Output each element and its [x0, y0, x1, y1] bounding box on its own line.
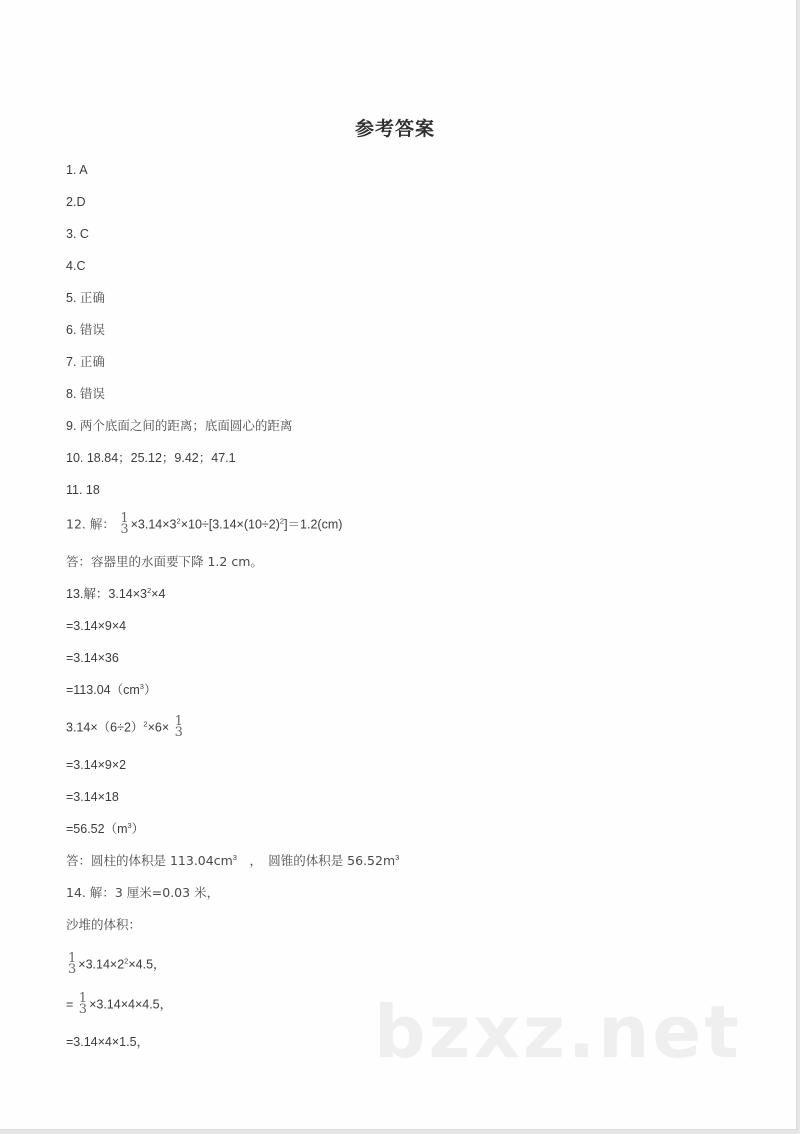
q13-line-2: =3.14×9×4: [66, 619, 127, 633]
answer-text: 18: [85, 483, 100, 497]
exponent: 3: [139, 682, 144, 691]
answer-1: [66, 162, 88, 178]
frac-num: 1: [120, 511, 129, 526]
answer-text: A: [79, 163, 88, 177]
q14-line-3: [66, 951, 166, 977]
exponent: 2: [124, 956, 129, 966]
answer-number: 7.: [66, 355, 80, 369]
q14-prefix: 14. 解：: [66, 885, 115, 900]
q13-line-4: [66, 682, 156, 698]
answer-text: 正确: [79, 354, 105, 369]
answer-4: [66, 258, 85, 274]
answer-number: 3.: [66, 227, 80, 241]
fraction-one-third: [120, 513, 128, 535]
q13-line-8: [66, 821, 144, 837]
q13-line-6: =3.14×9×2: [66, 758, 127, 772]
answer-number: 1.: [66, 163, 80, 177]
exponent: 3: [232, 853, 237, 862]
frac-num: 1: [78, 991, 88, 1006]
q13-line-3: =3.14×36: [66, 651, 119, 665]
frac-num: 1: [174, 714, 183, 729]
answer-text: 正确: [79, 290, 105, 305]
q14-line-4: [66, 991, 173, 1017]
answer-8: [66, 386, 105, 402]
exponent: 2: [146, 586, 152, 595]
q12-expr: ×10÷[3.14×(10÷2): [180, 517, 280, 532]
q14-line-1: [66, 885, 219, 901]
answer-text: 答：圆柱的体积是 113.04cm: [66, 853, 233, 868]
expr: ）: [131, 822, 145, 836]
fraction-one-third: [79, 993, 87, 1015]
answer-text: 错误: [79, 386, 105, 401]
answer-3: [66, 226, 89, 242]
frac-den: 3: [174, 725, 183, 740]
answer-number: 4.: [66, 259, 77, 273]
answer-text: 两个底面之间的距离；底面圆心的距离: [79, 418, 293, 433]
expr: =113.04（cm: [66, 683, 140, 697]
exponent: 3: [395, 853, 400, 862]
answer-7: [66, 354, 105, 370]
answer-text: 18.84；25.12；9.42；47.1: [86, 451, 236, 465]
answer-text: ， 圆锥的体积是 56.52m: [236, 853, 396, 868]
q14-line-5: =3.14×4×1.5，: [66, 1035, 150, 1049]
fraction-one-third: [68, 953, 76, 975]
q13-line-5: [66, 714, 185, 740]
expr: 3.14×3: [108, 587, 147, 601]
answer-6: [66, 322, 105, 338]
expr: ×3.14×2: [78, 957, 125, 972]
frac-num: 1: [68, 951, 77, 966]
expr: 3.14×（6÷2）: [66, 720, 144, 735]
q13-line-1: [66, 586, 165, 602]
expr: =: [66, 997, 77, 1012]
frac-den: 3: [78, 1002, 88, 1017]
q13-answer: [66, 853, 399, 869]
q12-solution: [66, 511, 343, 537]
expr: =56.52（m: [66, 822, 128, 836]
answer-number: 8.: [66, 387, 80, 401]
answer-5: [66, 290, 105, 306]
expr: 3 厘米=0.03 米，: [114, 885, 220, 900]
fraction-one-third: [175, 716, 183, 738]
expr: ）: [143, 683, 157, 697]
answer-2: [66, 194, 85, 210]
q14-line-2: 沙堆的体积：: [66, 917, 142, 932]
q12-expr: ×3.14×3: [130, 517, 177, 532]
answer-text: C: [76, 259, 86, 273]
answer-9: [66, 418, 292, 434]
expr: ×6×: [147, 720, 170, 735]
answer-text: 错误: [79, 322, 105, 337]
expr: ×4: [151, 587, 166, 601]
frac-den: 3: [68, 962, 77, 977]
page-title: 参考答案: [354, 118, 435, 140]
exponent: 3: [127, 821, 132, 830]
q12-expr: ]＝1.2(cm): [284, 517, 343, 532]
answer-11: [66, 482, 100, 498]
watermark: bzxz.net: [374, 990, 742, 1074]
expr: ×4.5，: [128, 957, 166, 972]
answer-number: 2.: [66, 195, 77, 209]
expr: ×3.14×4×4.5，: [89, 997, 173, 1012]
answer-text: C: [79, 227, 89, 241]
q13-line-7: =3.14×18: [66, 790, 119, 804]
q13-prefix: 13.解：: [66, 587, 109, 601]
frac-den: 3: [120, 522, 129, 537]
q12-answer: 答：容器里的水面要下降 1.2 cm。: [66, 554, 263, 569]
answer-number: 6.: [66, 323, 80, 337]
answer-number: 10.: [66, 451, 87, 465]
exponent: 2: [143, 719, 148, 729]
answer-text: D: [76, 195, 86, 209]
answer-number: 9.: [66, 419, 80, 433]
answer-10: [66, 450, 236, 466]
answer-number: 11.: [66, 483, 86, 497]
q12-prefix: 12. 解：: [66, 516, 115, 532]
answer-number: 5.: [66, 291, 80, 305]
exponent: 2: [279, 516, 285, 526]
exponent: 2: [176, 516, 181, 526]
